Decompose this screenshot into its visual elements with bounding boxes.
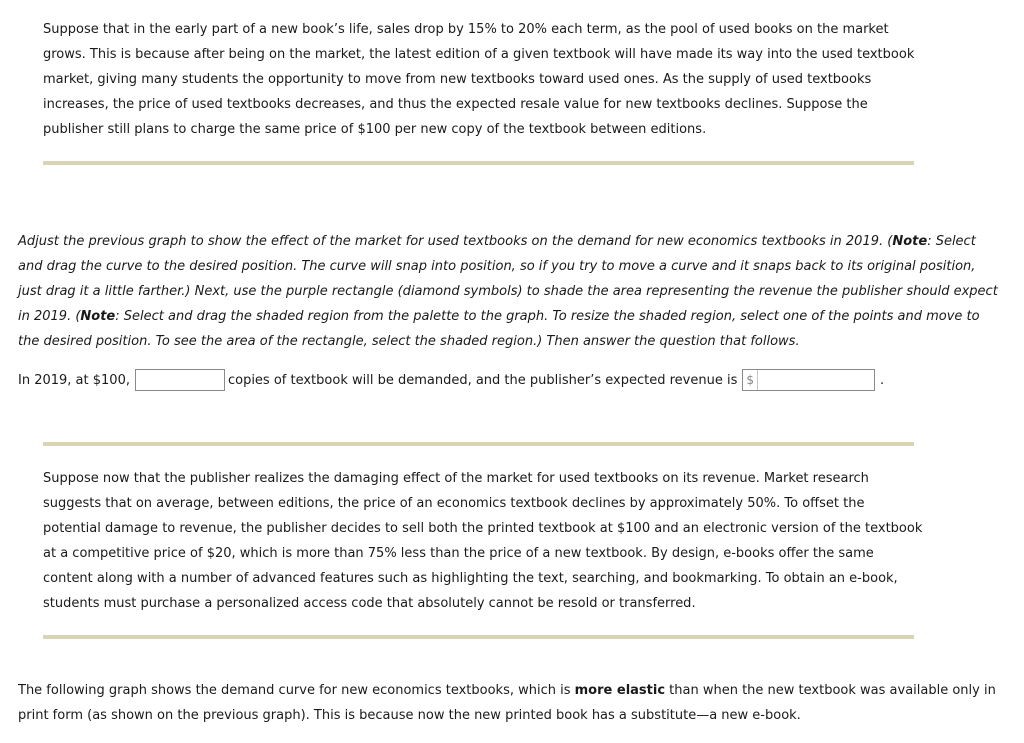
section-divider bbox=[43, 635, 914, 639]
section-divider bbox=[43, 161, 914, 165]
question-suffix: . bbox=[879, 372, 885, 388]
question-line bbox=[18, 369, 884, 391]
instructions-text-3: : Select and drag the shaded region from the palette to the graph. To resize the shaded region, select one of the points and move to the desired position. To see the area of the rectangle, select the shaded region.) Then answer the question that follows. bbox=[18, 309, 980, 349]
emphasis-text: more elastic bbox=[574, 683, 666, 698]
section-divider bbox=[43, 442, 914, 446]
ebook-paragraph: Suppose now that the publisher realizes the damaging effect of the market for used textbooks on its revenue. Market research suggests that on average, between editions, the price of an economics textbook declines by approximately 50%. To offset the potential damage to revenue, the publisher decides to sell both the printed textbook at $100 and an electronic version of the textbook at a competitive price of $20, which is more than 75% less than the price of a new textbook. By design, e-books offer the same content along with a number of advanced features such as highlighting the text, searching, and bookmarking. To obtain an e-book, students must purchase a personalized access code that absolutely cannot be resold or transferred. bbox=[43, 471, 923, 611]
note-label: Note bbox=[80, 309, 116, 324]
revenue-field[interactable] bbox=[742, 369, 875, 391]
intro-paragraph: Suppose that in the early part of a new book’s life, sales drop by 15% to 20% each term, as the pool of used books on the market grows. This is because after being on the market, the latest edition of a given textbook will have made its way into the used textbook market, giving many students the opportunity to move from new textbooks toward used ones. As the supply of used textbooks increases, the price of used textbooks decreases, and thus the expected resale value for new textbooks declines. Suppose the publisher still plans to charge the same price of $100 per new copy of the textbook between editions. bbox=[43, 22, 915, 137]
instructions-text-1: Adjust the previous graph to show the effect of the market for used textbooks on the demand for new economics textbooks in 2019. ( bbox=[18, 234, 893, 249]
instructions-text-2: : Select and drag the curve to the desired position. The curve will snap into position, so if you try to move a curve and it snaps back to its original position, just drag it a little farther.) Next, use the purple rectangle (diamond symbols) to shade the area representing the revenue the publisher should expect in 2019. ( bbox=[18, 234, 998, 324]
copies-demanded-input[interactable] bbox=[135, 369, 225, 391]
dollar-sign-icon: $ bbox=[743, 370, 758, 390]
graph-intro-text-2: than when the new textbook was available only in print form (as shown on the previous graph). This is because now the new printed book has a substitute—a new e-book. bbox=[18, 683, 996, 723]
instructions-paragraph bbox=[18, 229, 998, 354]
graph-intro-paragraph bbox=[18, 678, 1008, 728]
question-middle: copies of textbook will be demanded, and the publisher’s expected revenue is bbox=[227, 372, 738, 388]
note-label: Note bbox=[892, 234, 928, 249]
revenue-input[interactable] bbox=[758, 370, 874, 390]
graph-intro-text-1: The following graph shows the demand curve for new economics textbooks, which is bbox=[18, 683, 575, 698]
question-prefix: In 2019, at $100, bbox=[18, 372, 130, 388]
